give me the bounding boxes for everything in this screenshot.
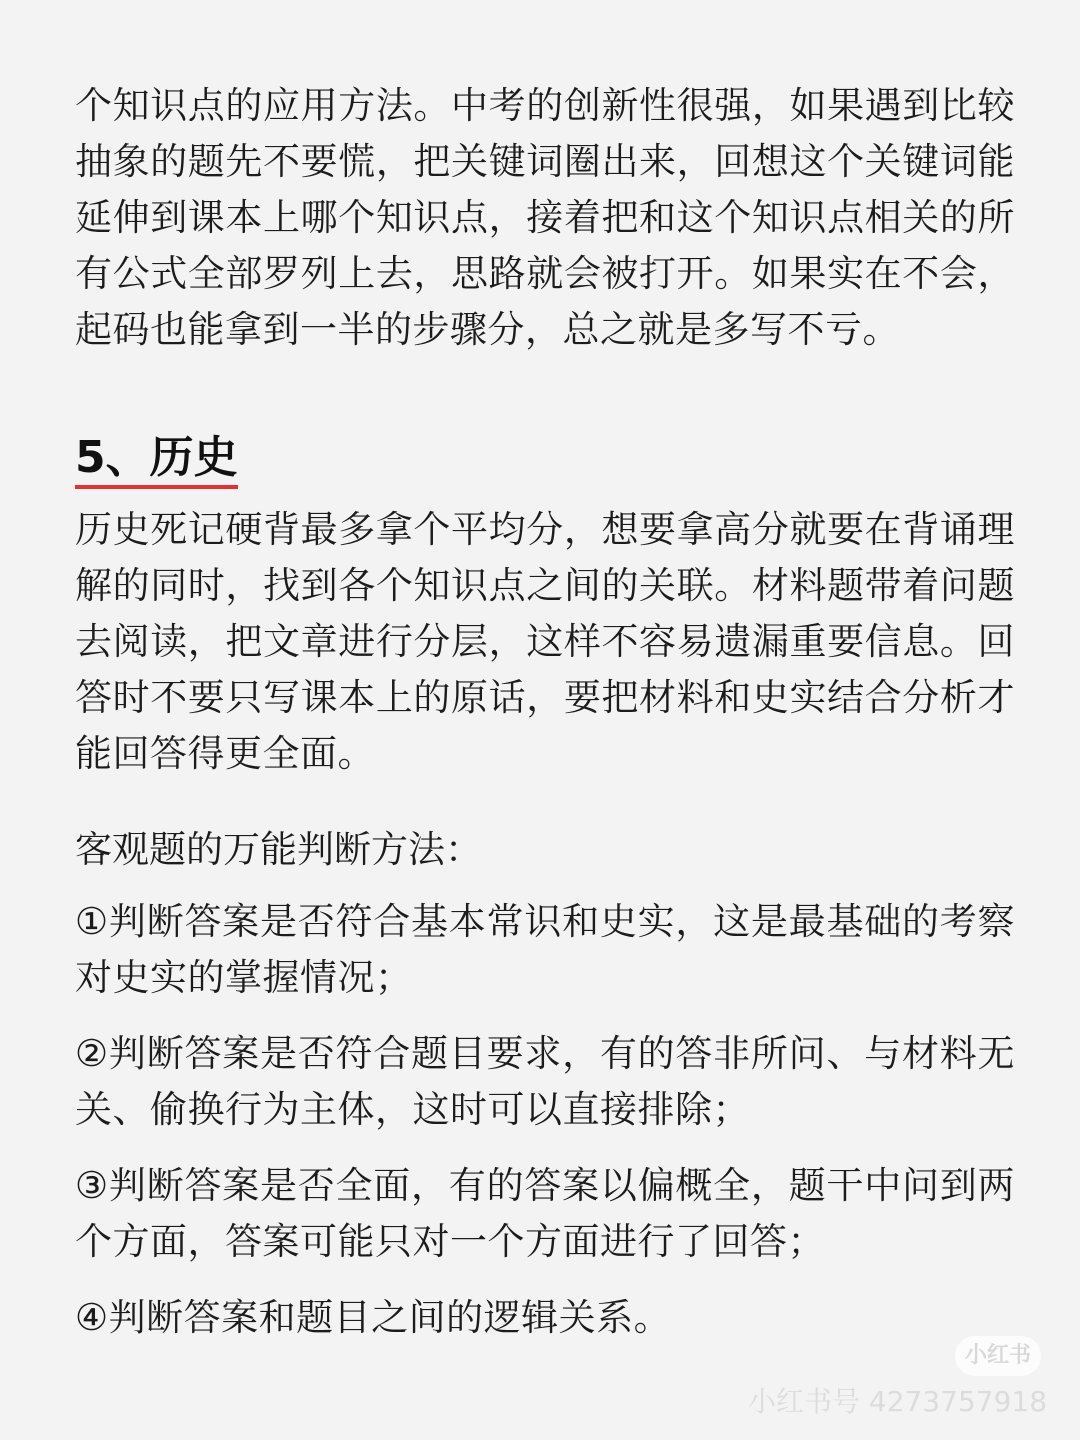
- list-item-4: ④判断答案和题目之间的逻辑关系。: [75, 1296, 672, 1339]
- objective-list: [75, 894, 1015, 1366]
- list-item-2: ②判断答案是否符合题目要求，有的答非所问、与材料无关、偷换行为主体，这时可以直接排除；: [75, 1032, 1015, 1131]
- list-item-1: ①判断答案是否符合基本常识和史实，这是最基础的考察对史实的掌握情况；: [75, 900, 1015, 999]
- history-section: [75, 502, 1015, 782]
- intro-paragraph: 个知识点的应用方法。中考的创新性很强，如果遇到比较抽象的题先不要慌，把关键词圈出来，回想这个关键词能延伸到课本上哪个知识点，接着把和这个知识点相关的所有公式全部罗列上去，思路就会被打开。如果实在不会，起码也能拿到一半的步骤分，总之就是多写不亏。: [75, 84, 1015, 351]
- list-item-3: ③判断答案是否全面，有的答案以偏概全，题干中问到两个方面，答案可能只对一个方面进行了回答；: [75, 1164, 1015, 1263]
- watermark-id: 小红书号 4273757918: [748, 1385, 1048, 1418]
- intro-section: [75, 78, 1015, 358]
- watermark-logo: 小红书: [955, 1336, 1041, 1376]
- section-title: [75, 430, 238, 486]
- section-title-text: 5、历史: [75, 432, 238, 483]
- history-paragraph: 历史死记硬背最多拿个平均分，想要拿高分就要在背诵理解的同时，找到各个知识点之间的关联。材料题带着问题去阅读，把文章进行分层，这样不容易遗漏重要信息。回答时不要只写课本上的原话，要把材料和史实结合分析才能回答得更全面。: [75, 508, 1015, 775]
- section-title-underline: [75, 485, 238, 489]
- objective-heading: 客观题的万能判断方法：: [75, 828, 482, 871]
